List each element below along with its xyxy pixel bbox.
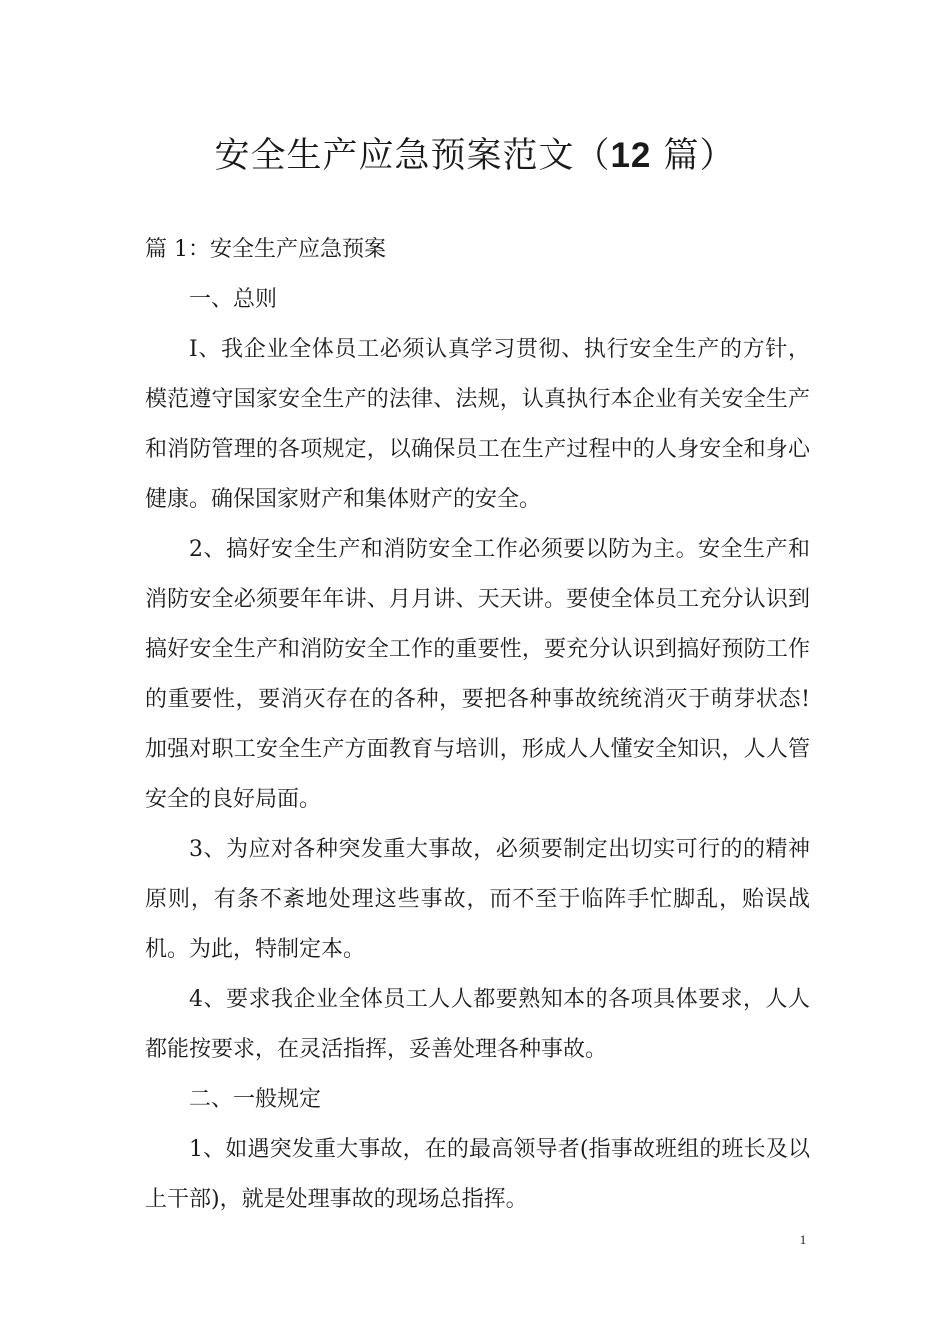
paragraph-regulations-1: 1、如遇突发重大事故，在的最高领导者(指事故班组的班长及以上干部)，就是处理事故的现场总指挥。 [145, 1137, 810, 1212]
paragraph-general-1: I、我企业全体员工必须认真学习贯彻、执行安全生产的方针，模范遵守国家安全生产的法律、法规，认真执行本企业有关安全生产和消防管理的各项规定，以确保员工在生产过程中的人身安全和身心健康。确保国家财产和集体财产的安全。 [145, 337, 810, 512]
page-number: 1 [799, 1232, 807, 1247]
section-heading-article-1: 篇 1：安全生产应急预案 [145, 237, 386, 262]
document-title-number: 12 [610, 136, 652, 175]
section-heading-regulations: 二、一般规定 [189, 1087, 322, 1112]
section-heading-general: 一、总则 [189, 287, 278, 312]
document-title [0, 132, 950, 180]
document-body [145, 225, 810, 1225]
paragraph-general-3: 3、为应对各种突发重大事故，必须要制定出切实可行的的精神原则，有条不紊地处理这些事故，而不至于临阵手忙脚乱，贻误战机。为此，特制定本。 [145, 837, 810, 962]
paragraph-general-4: 4、要求我企业全体员工人人都要熟知本的各项具体要求，人人都能按要求，在灵活指挥，妥善处理各种事故。 [145, 987, 810, 1062]
paragraph-general-2: 2、搞好安全生产和消防安全工作必须要以防为主。安全生产和消防安全必须要年年讲、月月讲、天天讲。要使全体员工充分认识到搞好安全生产和消防安全工作的重要性，要充分认识到搞好预防工作的重要性，要消灭存在的各种，要把各种事故统统消灭于萌芽状态!加强对职工安全生产方面教育与培训，形成人人懂安全知识，人人管安全的良好局面。 [145, 537, 810, 812]
document-title-main: 安全生产应急预案范文（ [214, 136, 611, 176]
document-title-end: 篇） [651, 136, 736, 176]
